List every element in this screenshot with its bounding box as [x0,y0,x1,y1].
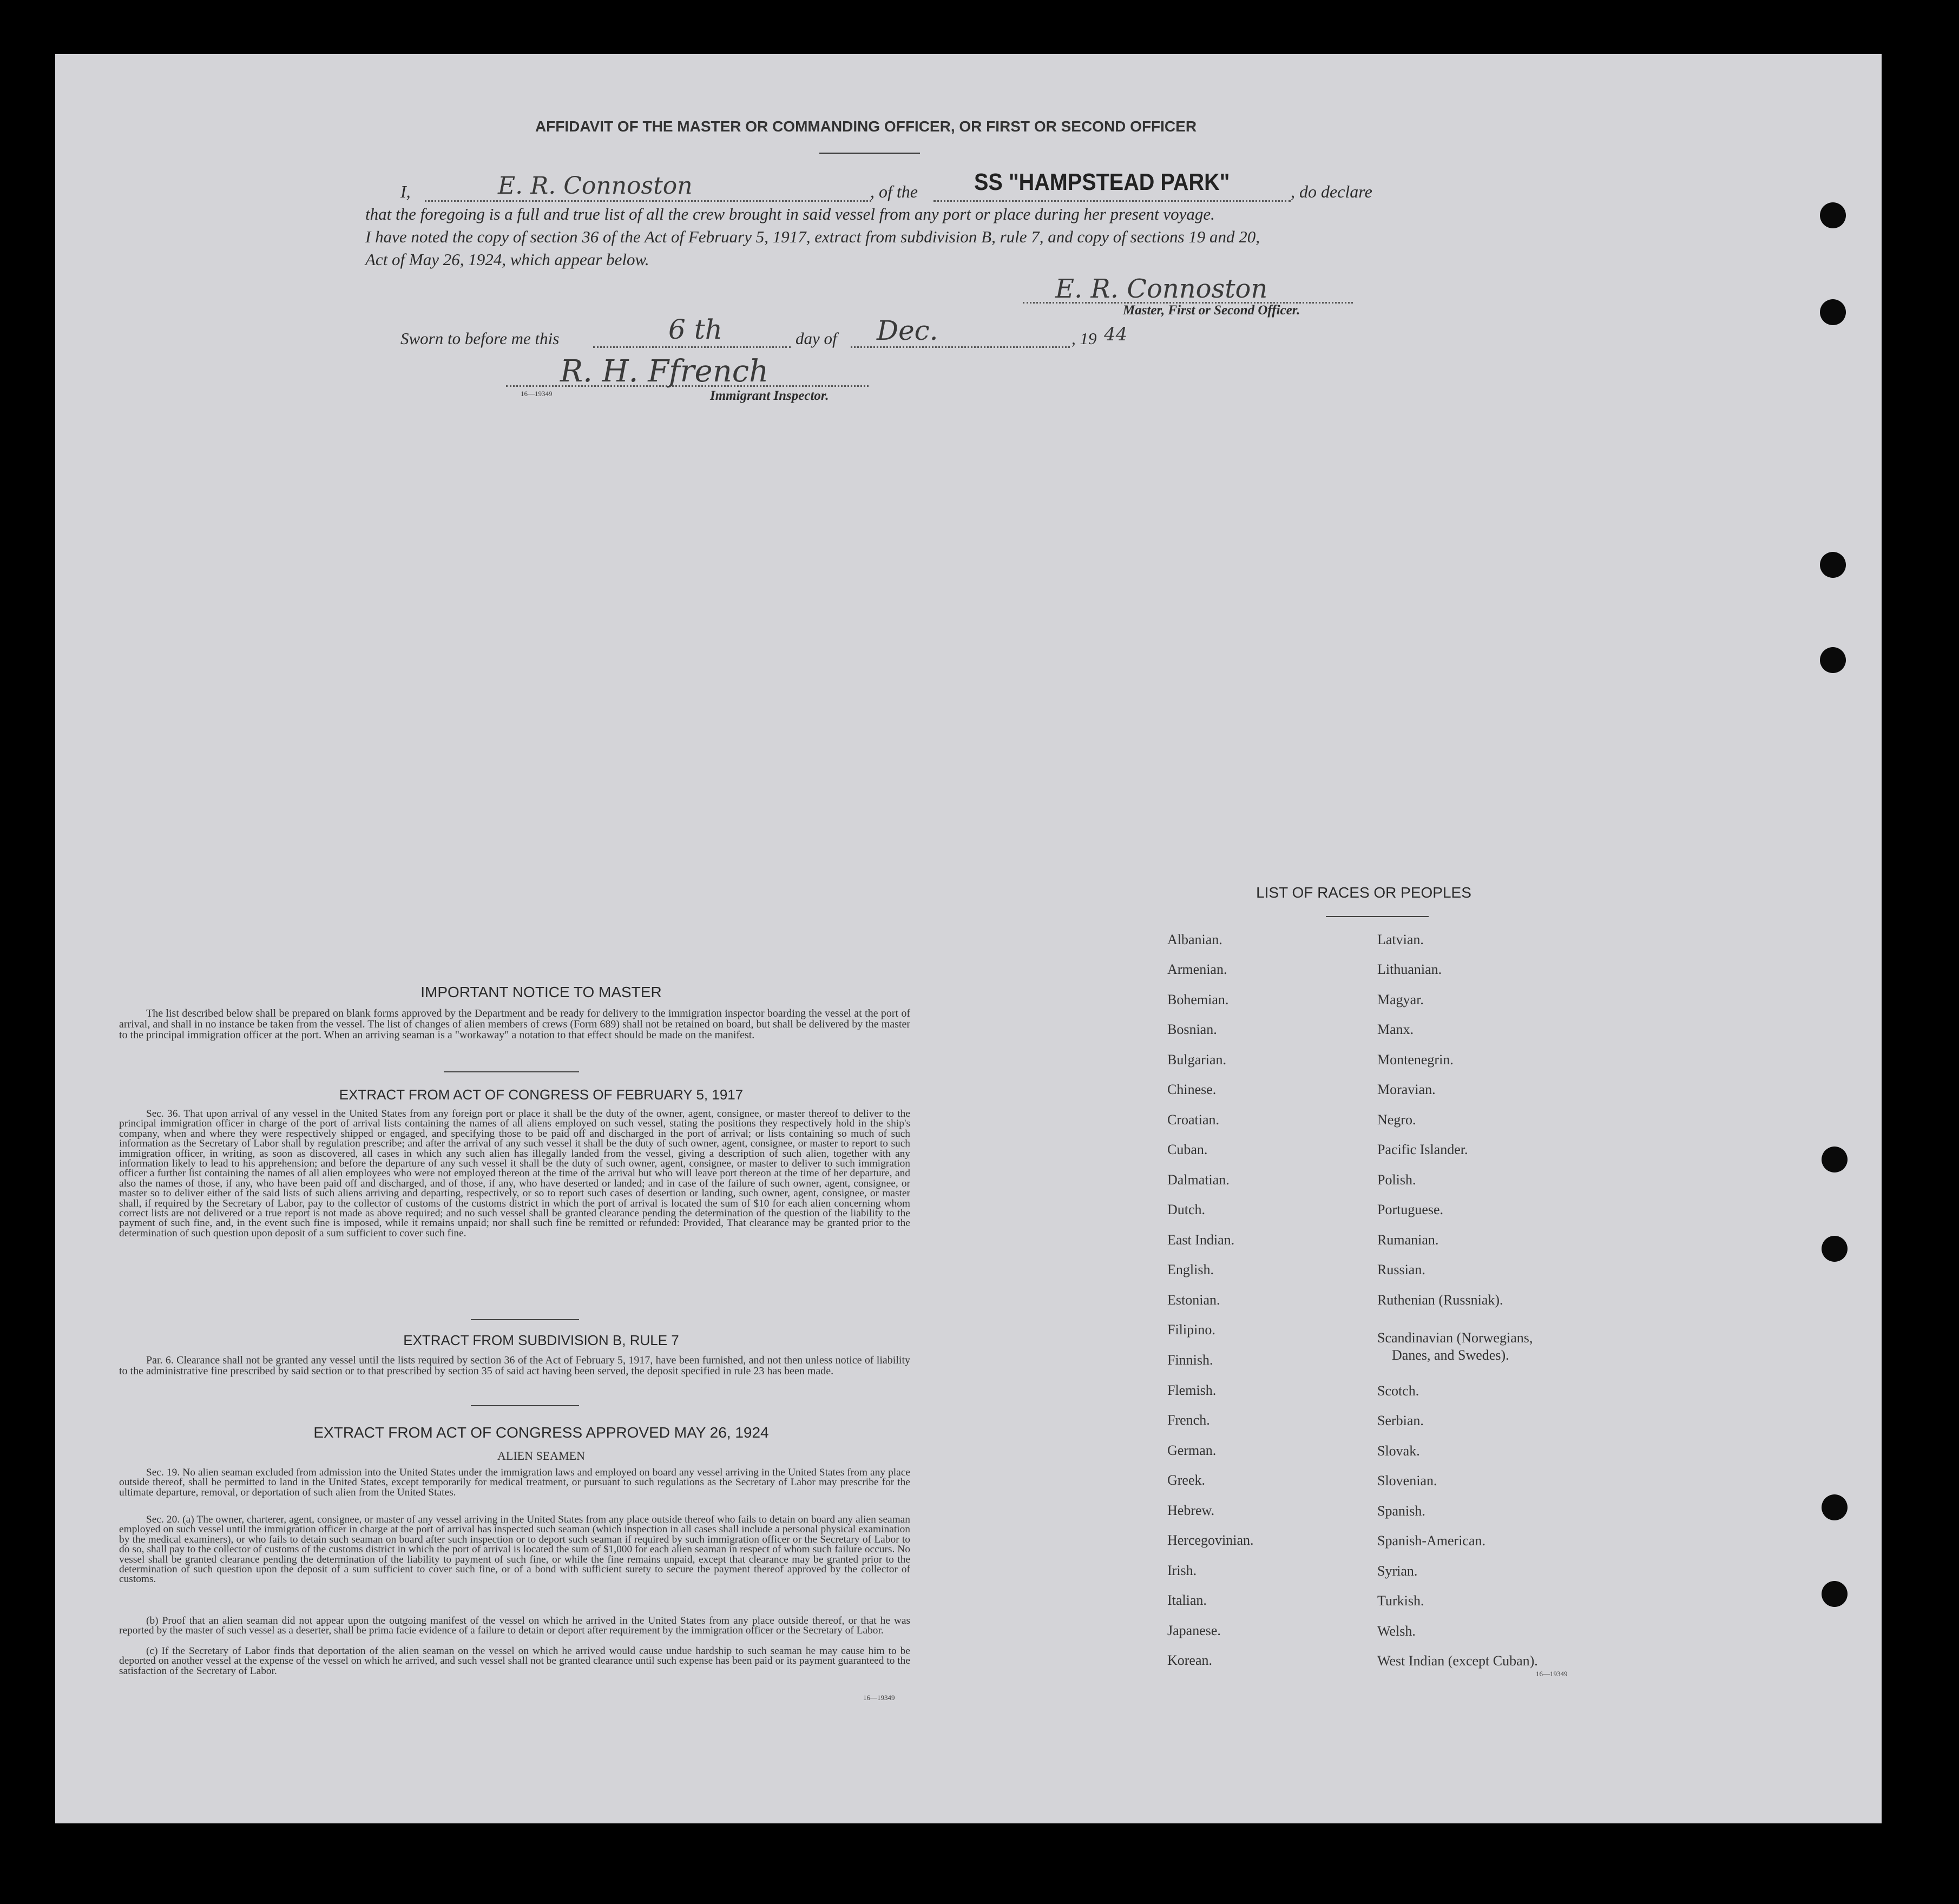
sworn-label: Sworn to before me this [400,329,560,348]
race-item: Latvian. [1377,932,1424,947]
race-item: Scandinavian (Norwegians, [1377,1330,1533,1346]
month-value: Dec. [877,315,938,346]
punch-hole [1822,1494,1848,1520]
race-item: Manx. [1377,1022,1414,1037]
race-item: Turkish. [1377,1593,1424,1609]
punch-hole [1822,1581,1848,1607]
punch-hole [1820,299,1846,325]
race-item: Chinese. [1167,1082,1217,1097]
extract-1924-sec-20a: Sec. 20. (a) The owner, charterer, agent, consignee, or master of any vessel arriving in the United States from any place outside thereof who fails to detain on board any alien seaman employed on such vessel until the immigration officer in charge at the port of arrival has inspected such seaman (which inspection in all cases shall include a personal physical examination by the medical examiners), or who fails to detain such seaman on board after such inspection or to deport such seaman if required by such immigration officer or the Secretary of Labor to do so, shall pay to the collector of customs of the customs district in which the port of arrival is located the sum of $1,000 for each alien seaman in respect of whom such failure occurs. No vessel shall be granted clearance pending the determination of the liability to payment of such fine, or while the fine remains unpaid, except that clearance may be granted prior to the determination of such question upon the deposit of a sum sufficient to cover such fine, or of a bond with sufficient surety to secure the payment thereof approved by the collector of customs. [119,1514,910,1585]
race-item: Spanish-American. [1377,1533,1486,1549]
race-item: English. [1167,1262,1214,1277]
divider [471,1319,579,1320]
master-signature: E. R. Connoston [1055,274,1268,304]
race-item: Negro. [1377,1112,1416,1128]
form-number: 16—19349 [863,1694,895,1702]
race-item: German. [1167,1442,1217,1458]
race-item: Bosnian. [1167,1022,1217,1037]
notice-text: The list described below shall be prepared on blank forms approved by the Department and be ready for delivery to the immigration inspector boarding the vessel at the port of arrival, and shall in no instance be taken from the vessel. The list of changes of alien members of crews (Form 689) shall not be retained on board, but shall be delivered by the master to the principal immigration officer at the port. When an arriving seaman is a "workaway" a notation to that effect should be made on the manifest. [119,1007,910,1041]
race-item: Korean. [1167,1652,1213,1668]
race-item: Greek. [1167,1472,1206,1488]
race-item: Croatian. [1167,1112,1220,1128]
notice-title: IMPORTANT NOTICE TO MASTER [420,984,662,1000]
of-the-label: , of the [870,182,918,201]
day-line [593,346,791,348]
race-item: Danes, and Swedes). [1392,1347,1509,1363]
race-item: Spanish. [1377,1503,1425,1519]
race-item: Moravian. [1377,1082,1436,1097]
race-item: Portuguese. [1377,1202,1444,1217]
day-value: 6 th [668,314,722,345]
extract-1917-title: EXTRACT FROM ACT OF CONGRESS OF FEBRUARY 5, 1917 [339,1086,744,1103]
race-item: Rumanian. [1377,1232,1439,1248]
divider [1326,916,1429,917]
punch-hole [1820,552,1846,578]
punch-hole [1822,1147,1848,1172]
master-signature-caption: Master, First or Second Officer. [1123,303,1300,318]
race-item: Cuban. [1167,1142,1208,1157]
affidavit-line-3: I have noted the copy of section 36 of the Act of February 5, 1917, extract from subdivision B, rule 7, and copy of sections 19 and 20, [365,227,1260,246]
divider [819,153,920,154]
day-of-label: day of [796,329,837,348]
race-item: Polish. [1377,1172,1416,1188]
form-number: 16—19349 [1536,1670,1568,1678]
inspector-signature: R. H. Ffrench [560,354,769,389]
vessel-name-stamp: SS "HAMPSTEAD PARK" [974,169,1230,195]
race-item: Dutch. [1167,1202,1206,1217]
races-title: LIST OF RACES OR PEOPLES [1256,884,1471,901]
master-name-handwriting: E. R. Connoston [498,172,693,200]
month-line [851,346,1070,348]
race-item: Dalmatian. [1167,1172,1230,1188]
punch-hole [1820,647,1846,673]
race-item: Finnish. [1167,1352,1213,1368]
race-item: Syrian. [1377,1563,1418,1579]
extract-1924-sec-20c: (c) If the Secretary of Labor finds that deportation of the alien seaman on the vessel on which he arrived would cause undue hardship to such seaman he may cause him to be deported on another vessel at the expense of the vessel on which he arrived, and such vessel shall not be granted clearance until such expense has been paid or its payment guaranteed to the satisfaction of the Secretary of Labor. [119,1645,910,1677]
race-item: Irish. [1167,1563,1197,1578]
race-item: Lithuanian. [1377,961,1442,977]
race-item: Bohemian. [1167,992,1229,1007]
race-item: Pacific Islander. [1377,1142,1468,1157]
race-item: Slovenian. [1377,1473,1437,1488]
race-item: Hercegovinian. [1167,1532,1254,1548]
do-declare-label: , do declare [1291,182,1372,201]
race-item: West Indian (except Cuban). [1377,1653,1538,1669]
divider [471,1405,579,1406]
race-item: Filipino. [1167,1322,1215,1338]
race-item: Albanian. [1167,932,1222,947]
race-item: Scotch. [1377,1383,1419,1399]
race-item: Bulgarian. [1167,1052,1227,1068]
year-value: 44 [1104,324,1128,345]
race-item: East Indian. [1167,1232,1235,1248]
extract-1917-text: Sec. 36. That upon arrival of any vessel in the United States from any foreign port or place it shall be the duty of the owner, agent, consignee, or master thereof to deliver to the principal immigration officer in charge of the port of arrival lists containing the names of all aliens employed on such vessel, stating the positions they respectively hold in the ship's company, when and where they were respectively shipped or engaged, and specifying those to be paid off and discharged in the port of arrival; or lists containing so much of such information as the Secretary of Labor shall by regulation prescribe; and after the arrival of any such vessel it shall be the duty of such owner, agent, consignee, or master to report to such immigration officer, in writing, as soon as discovered, all cases in which any such alien has illegally landed from the vessel, giving a description of such alien, together with any information likely to lead to his apprehension; and before the departure of any such vessel it shall be the duty of such owner, agent, consignee, or master to deliver to such immigration officer a further list containing the names of all alien employees who were not employed thereon at the time of the arrival but who will leave port thereon at the time of her departure, and also the names of those, if any, who have been paid off and discharged, and of those, if any, who have deserted or landed; and in case of the failure of such owner, agent, consignee, or master so to deliver either of the said lists of such aliens arriving and departing, respectively, or so to report such cases of desertion or landing, such owner, agent, consignee, or master shall, if required by the Secretary of Labor, pay to the collector of customs of the customs district in which the port of arrival is located the sum of $10 for each alien concerning whom correct lists are not delivered or a true report is not made as above required; and no such vessel shall be granted clearance pending the determination of the question of the liability to the payment of such fine, and, in the event such fine is imposed, while it remains unpaid; nor shall such fine be remitted or refunded: Provided, That clearance may be granted prior to the determination of such question upon deposit of a sum sufficient to cover such fine. [119,1108,910,1239]
rule-7-title: EXTRACT FROM SUBDIVISION B, RULE 7 [403,1332,679,1348]
rule-7-text: Par. 6. Clearance shall not be granted any vessel until the lists required by section 36 of the Act of February 5, 1917, have been furnished, and not then unless notice of liability to the administrative fine prescribed by said section or to that prescribed by section 35 of said act having been served, the deposit specified in rule 23 has been made. [119,1354,910,1377]
race-item: Japanese. [1167,1623,1221,1638]
affidavit-line-4: Act of May 26, 1924, which appear below. [365,250,649,269]
master-name-line [425,200,871,202]
race-item: Hebrew. [1167,1503,1215,1518]
race-item: Ruthenian (Russniak). [1377,1292,1503,1308]
race-item: Serbian. [1377,1413,1424,1428]
i-label: I, [400,182,411,201]
extract-1924-subtitle: ALIEN SEAMEN [497,1449,585,1462]
form-number: 16—19349 [521,390,553,398]
vessel-name-line [934,200,1291,202]
extract-1924-title: EXTRACT FROM ACT OF CONGRESS APPROVED MAY 26, 1924 [313,1424,769,1441]
punch-hole [1822,1236,1848,1262]
extract-1924-sec-20b: (b) Proof that an alien seaman did not appear upon the outgoing manifest of the vessel on which he arrived in the United States from any place outside thereof, or that he was reported by the master of such vessel as a deserter, shall be prima facie evidence of a failure to detain or deport after requirement by the immigration officer or the Secretary of Labor. [119,1615,910,1637]
race-item: Armenian. [1167,961,1227,977]
race-item: Montenegrin. [1377,1052,1454,1068]
race-item: Slovak. [1377,1443,1420,1459]
extract-1924-sec-19: Sec. 19. No alien seaman excluded from admission into the United States under the immigration laws and employed on board any vessel arriving in the United States from any place outside thereof, shall be permitted to land in the United States, except temporarily for medical treatment, or pursuant to such regulations as the Secretary of Labor may prescribe for the ultimate departure, removal, or deportation of such alien from the United States. [119,1467,910,1498]
race-item: Estonian. [1167,1292,1220,1308]
inspector-caption: Immigrant Inspector. [710,388,829,403]
race-item: Magyar. [1377,992,1424,1007]
race-item: Flemish. [1167,1382,1217,1398]
affidavit-line-2: that the foregoing is a full and true list of all the crew brought in said vessel from any port or place during her present voyage. [365,205,1215,223]
race-item: Russian. [1377,1262,1425,1277]
punch-hole [1820,202,1846,228]
race-item: French. [1167,1412,1210,1428]
race-item: Welsh. [1377,1623,1416,1639]
divider [444,1071,579,1072]
affidavit-title: AFFIDAVIT OF THE MASTER OR COMMANDING OFFICER, OR FIRST OR SECOND OFFICER [535,118,1197,135]
year-prefix: , 19 [1071,329,1097,348]
race-item: Italian. [1167,1592,1207,1608]
